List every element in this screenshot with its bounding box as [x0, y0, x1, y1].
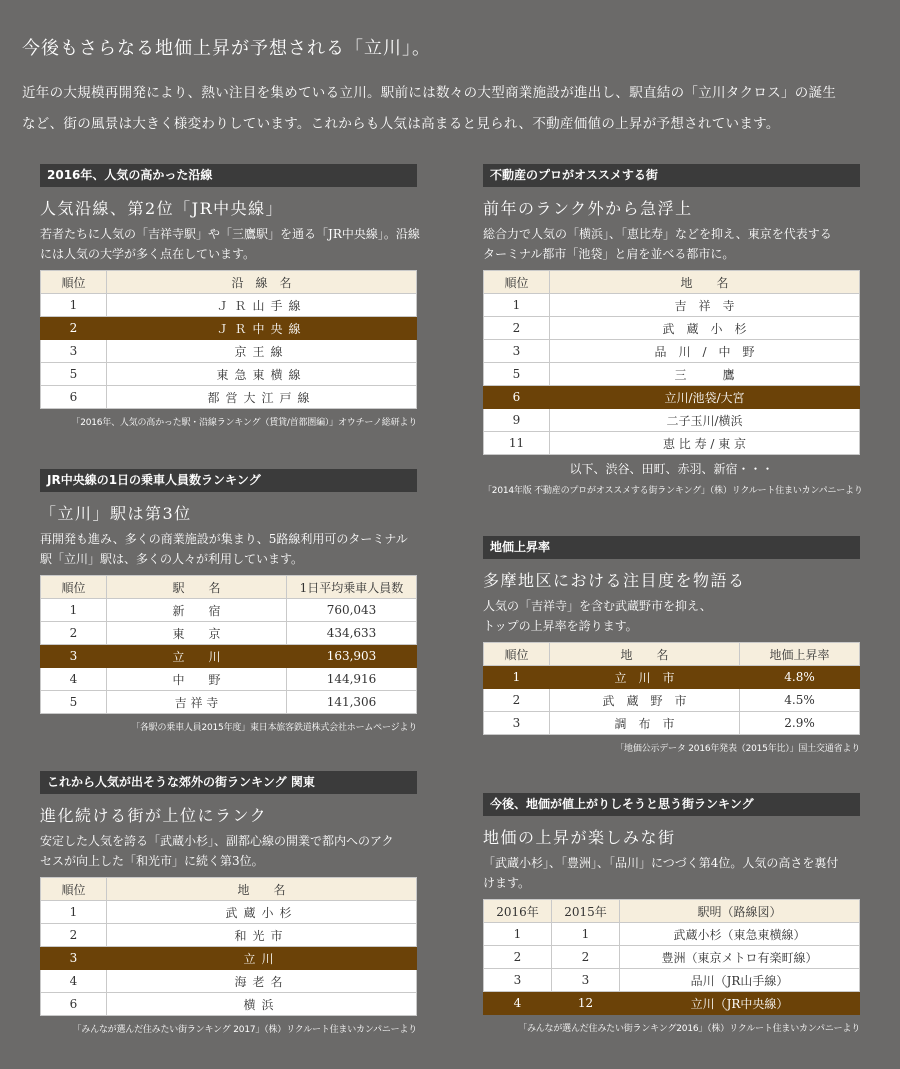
- table-row: [41, 970, 417, 993]
- value-cell: 品 川 / 中 野: [550, 340, 860, 363]
- table-row: [41, 340, 417, 363]
- table-row: [41, 622, 417, 645]
- section-description: [40, 224, 420, 264]
- value-cell: 4.5%: [740, 689, 860, 712]
- passenger-ranking-panel: [40, 469, 417, 733]
- table-row: [484, 969, 860, 992]
- table-row: [41, 294, 417, 317]
- rank-cell: 11: [484, 432, 550, 455]
- source-note: 「みんなが選んだ住みたい街ランキング 2017」（株）リクルート住まいカンパニーより: [72, 1025, 417, 1035]
- table-row: [484, 317, 860, 340]
- value-cell: 141,306: [287, 691, 417, 714]
- description-line: セスが向上した「和光市」に続く第3位。: [40, 854, 264, 868]
- column-header: 順位: [484, 271, 550, 294]
- section-heading: 「立川」駅は第3位: [40, 504, 192, 523]
- table-row: [41, 993, 417, 1016]
- ranking-table: [40, 270, 417, 409]
- description-line: ターミナル都市「池袋」と肩を並べる都市に。: [483, 247, 735, 261]
- intro-body: [22, 78, 884, 140]
- description-line: 人気の「吉祥寺」を含む武蔵野市を抑え、: [483, 599, 712, 613]
- value-cell: 2.9%: [740, 712, 860, 735]
- value-cell: 立 川: [107, 645, 287, 668]
- description-line: トップの上昇率を誇ります。: [483, 619, 638, 633]
- column-header: 順位: [484, 643, 550, 666]
- column-header: 順位: [41, 576, 107, 599]
- value-cell: 武蔵小杉（東急東横線）: [620, 923, 860, 946]
- ranking-continuation: 以下、渋谷、田町、赤羽、新宿・・・: [569, 462, 774, 476]
- description-line: 総合力で人気の「横浜」、「恵比寿」などを抑え、東京を代表する: [483, 227, 832, 241]
- value-cell: ＪＲ山手線: [107, 294, 417, 317]
- ranking-table: [483, 642, 860, 735]
- section-band: JR中央線の1日の乗車人員数ランキング: [40, 469, 417, 492]
- value-cell: 立川/池袋/大宮: [550, 386, 860, 409]
- section-description: [40, 831, 417, 871]
- table-row-highlighted: [41, 947, 417, 970]
- table-row: [484, 294, 860, 317]
- table-row: [484, 689, 860, 712]
- value-cell: 恵 比 寿 / 東 京: [550, 432, 860, 455]
- value-cell: 武蔵小杉: [107, 901, 417, 924]
- price-rise-ranking-panel: [483, 793, 860, 1034]
- land-price-panel: [483, 536, 860, 754]
- description-line: 駅「立川」駅は、多くの人々が利用しています。: [40, 552, 304, 566]
- value-cell: 吉 祥 寺: [107, 691, 287, 714]
- intro-line: 近年の大規模再開発により、熱い注目を集めている立川。駅前には数々の大型商業施設が進出し、駅直結の「立川タクロス」の誕生: [22, 85, 837, 101]
- column-header: 順位: [41, 878, 107, 901]
- table-row: [41, 599, 417, 622]
- value-cell: 調 布 市: [550, 712, 740, 735]
- section-band: 地価上昇率: [483, 536, 860, 559]
- value-cell: 二子玉川/横浜: [550, 409, 860, 432]
- table-row: [41, 691, 417, 714]
- column-header: 地 名: [550, 271, 860, 294]
- table-row: [484, 923, 860, 946]
- value-cell: 武 蔵 小 杉: [550, 317, 860, 340]
- column-header: 駅 名: [107, 576, 287, 599]
- table-row-highlighted: [41, 317, 417, 340]
- source-note: 「みんなが選んだ住みたい街ランキング2016」（株）リクルート住まいカンパニーより: [518, 1024, 860, 1034]
- value-cell: 1: [552, 923, 620, 946]
- section-heading: 地価の上昇が楽しみな街: [483, 828, 676, 847]
- rank-cell: 6: [41, 993, 107, 1016]
- value-cell: 豊洲（東京メトロ有楽町線）: [620, 946, 860, 969]
- rank-cell: 2: [484, 689, 550, 712]
- table-row: [41, 924, 417, 947]
- rank-cell: 1: [484, 666, 550, 689]
- pro-ranking-panel: [483, 164, 863, 496]
- section-band: 不動産のプロがオススメする街: [483, 164, 860, 187]
- rank-cell: 4: [41, 668, 107, 691]
- value-cell: 品川（JR山手線）: [620, 969, 860, 992]
- rank-cell: 9: [484, 409, 550, 432]
- rank-cell: 1: [41, 599, 107, 622]
- rank-cell: 3: [484, 340, 550, 363]
- table-row: [41, 901, 417, 924]
- value-cell: 760,043: [287, 599, 417, 622]
- ranking-table: [40, 877, 417, 1016]
- column-header: 地価上昇率: [740, 643, 860, 666]
- table-header-row: [484, 643, 860, 666]
- rank-cell: 5: [41, 363, 107, 386]
- rank-cell: 2: [41, 924, 107, 947]
- column-header: 2016年: [484, 900, 552, 923]
- description-line: 「武蔵小杉」、「豊洲」、「品川」につづく第4位。人気の高さを裏付: [483, 856, 839, 870]
- value-cell: 横浜: [107, 993, 417, 1016]
- rank-cell: 2: [41, 317, 107, 340]
- rank-cell: 3: [41, 947, 107, 970]
- value-cell: 3: [552, 969, 620, 992]
- value-cell: 2: [552, 946, 620, 969]
- value-cell: 434,633: [287, 622, 417, 645]
- value-cell: 東急東横線: [107, 363, 417, 386]
- rank-cell: 2: [484, 317, 550, 340]
- line-ranking-panel: [40, 164, 420, 428]
- table-header-row: [41, 271, 417, 294]
- value-cell: 163,903: [287, 645, 417, 668]
- column-header: 地 名: [550, 643, 740, 666]
- table-row: [484, 409, 860, 432]
- description-line: 若者たちに人気の「吉祥寺駅」や「三鷹駅」を通る「JR中央線」。沿線: [40, 227, 420, 241]
- table-row: [484, 946, 860, 969]
- section-heading: 前年のランク外から急浮上: [483, 199, 693, 218]
- table-row-highlighted: [484, 992, 860, 1015]
- value-cell: 三 鷹: [550, 363, 860, 386]
- rank-cell: 4: [41, 970, 107, 993]
- suburb-ranking-panel: [40, 771, 417, 1035]
- rank-cell: 5: [41, 691, 107, 714]
- intro-line: など、街の風景は大きく様変わりしています。これからも人気は高まると見られ、不動産価値の上昇が予想されています。: [22, 116, 780, 132]
- value-cell: 立川（JR中央線）: [620, 992, 860, 1015]
- section-heading: 進化続ける街が上位にランク: [40, 806, 268, 825]
- ranking-table: [483, 899, 860, 1015]
- section-band: 今後、地価が値上がりしそうと思う街ランキング: [483, 793, 860, 816]
- column-header: 駅明（路線図）: [620, 900, 860, 923]
- source-note: 「2016年、人気の高かった駅・沿線ランキング（賃貸/首都圏編）」オウチーノ総研より: [71, 418, 417, 428]
- description-line: には人気の大学が多く点在しています。: [40, 247, 256, 261]
- rank-cell: 6: [484, 386, 550, 409]
- rank-cell: 3: [41, 340, 107, 363]
- section-band: これから人気が出そうな郊外の街ランキング 関東: [40, 771, 417, 794]
- table-header-row: [41, 878, 417, 901]
- value-cell: 4.8%: [740, 666, 860, 689]
- table-row: [484, 363, 860, 386]
- description-line: 再開発も進み、多くの商業施設が集まり、5路線利用可のターミナル: [40, 532, 408, 546]
- rank-cell: 4: [484, 992, 552, 1015]
- source-note: 「各駅の乗車人員2015年度」東日本旅客鉄道株式会社ホームページより: [131, 723, 417, 733]
- value-cell: 東 京: [107, 622, 287, 645]
- value-cell: 都営大江戸線: [107, 386, 417, 409]
- table-row-highlighted: [484, 386, 860, 409]
- section-description: [40, 529, 417, 569]
- table-row: [484, 432, 860, 455]
- rank-cell: 2: [41, 622, 107, 645]
- value-cell: 144,916: [287, 668, 417, 691]
- section-description: [483, 596, 860, 636]
- value-cell: 新 宿: [107, 599, 287, 622]
- rank-cell: 1: [41, 294, 107, 317]
- column-header: 順位: [41, 271, 107, 294]
- source-note: 「地価公示データ 2016年発表（2015年比）」国土交通省より: [615, 744, 860, 754]
- value-cell: ＪＲ中央線: [107, 317, 417, 340]
- value-cell: 武 蔵 野 市: [550, 689, 740, 712]
- column-header: 2015年: [552, 900, 620, 923]
- ranking-table: [40, 575, 417, 714]
- rank-cell: 2: [484, 946, 552, 969]
- value-cell: 立川: [107, 947, 417, 970]
- description-line: 安定した人気を誇る「武蔵小杉」、副都心線の開業で都内へのアク: [40, 834, 394, 848]
- rank-cell: 3: [41, 645, 107, 668]
- table-row: [41, 386, 417, 409]
- value-cell: 和光市: [107, 924, 417, 947]
- table-row: [41, 668, 417, 691]
- rank-cell: 1: [41, 901, 107, 924]
- section-description: [483, 853, 860, 893]
- value-cell: 立 川 市: [550, 666, 740, 689]
- rank-cell: 5: [484, 363, 550, 386]
- value-cell: 中 野: [107, 668, 287, 691]
- table-row: [484, 712, 860, 735]
- table-header-row: [484, 271, 860, 294]
- section-band: 2016年、人気の高かった沿線: [40, 164, 417, 187]
- table-header-row: [484, 900, 860, 923]
- rank-cell: 3: [484, 712, 550, 735]
- table-header-row: [41, 576, 417, 599]
- table-row-highlighted: [41, 645, 417, 668]
- rank-cell: 6: [41, 386, 107, 409]
- value-cell: 海老名: [107, 970, 417, 993]
- value-cell: 12: [552, 992, 620, 1015]
- value-cell: 吉 祥 寺: [550, 294, 860, 317]
- rank-cell: 1: [484, 294, 550, 317]
- section-heading: 多摩地区における注目度を物語る: [483, 571, 746, 590]
- column-header: 1日平均乗車人員数: [287, 576, 417, 599]
- column-header: 沿 線 名: [107, 271, 417, 294]
- source-note: 「2014年版 不動産のプロがオススメする街ランキング」（株）リクルート住まいカンパニーより: [483, 486, 863, 496]
- value-cell: 京王線: [107, 340, 417, 363]
- intro-title: 今後もさらなる地価上昇が予想される「立川」。: [22, 38, 431, 59]
- section-heading: 人気沿線、第2位「JR中央線」: [40, 199, 284, 218]
- description-line: けます。: [483, 876, 531, 890]
- section-description: [483, 224, 860, 264]
- rank-cell: 3: [484, 969, 552, 992]
- table-row-highlighted: [484, 666, 860, 689]
- table-row: [41, 363, 417, 386]
- rank-cell: 1: [484, 923, 552, 946]
- column-header: 地 名: [107, 878, 417, 901]
- ranking-table: [483, 270, 860, 455]
- table-row: [484, 340, 860, 363]
